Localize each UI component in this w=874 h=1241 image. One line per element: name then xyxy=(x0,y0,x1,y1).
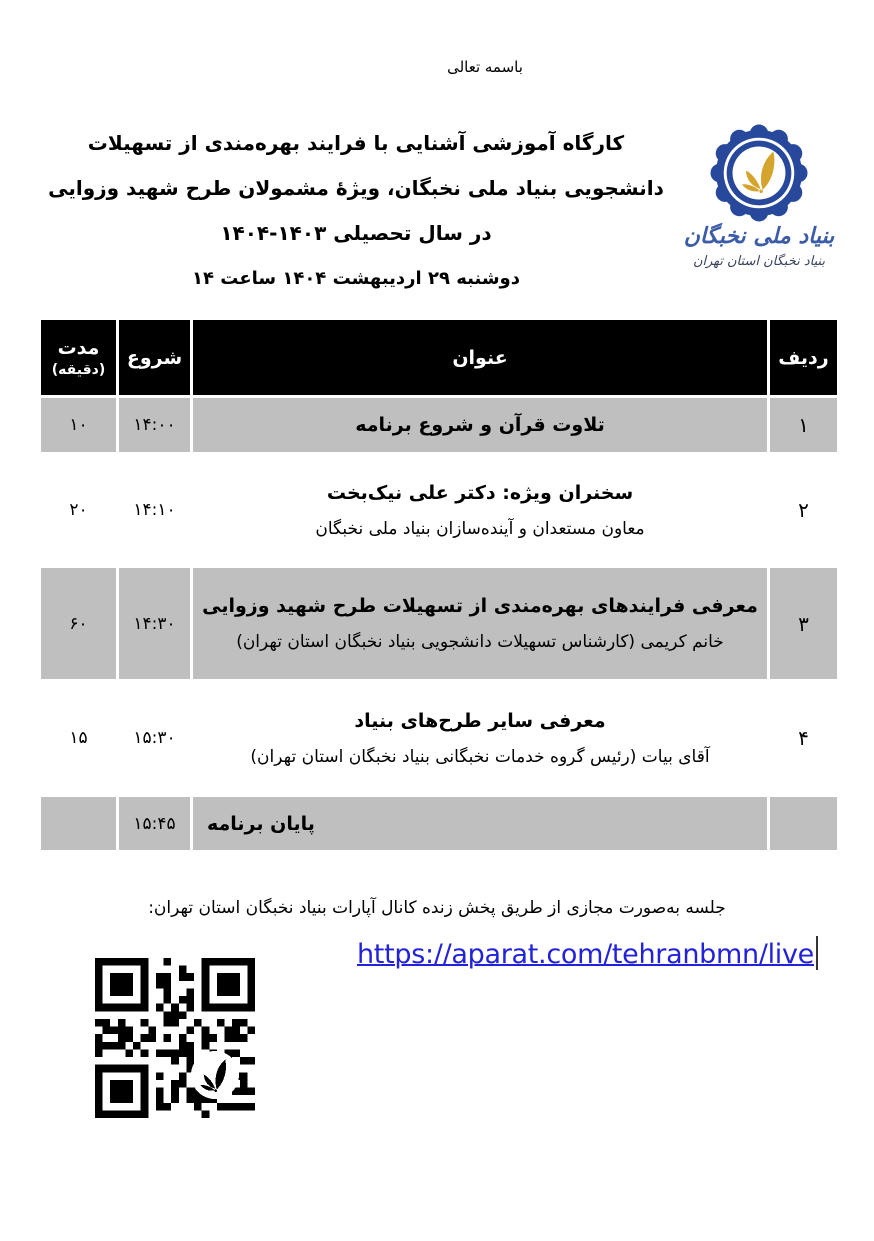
table-row-duration: ۱۵ xyxy=(41,682,116,794)
workshop-title-block xyxy=(38,121,674,302)
org-seal-icon xyxy=(710,124,808,222)
table-row-number: ۳ xyxy=(770,568,837,679)
col-header-start: شروع xyxy=(119,320,190,395)
qr-code xyxy=(95,958,255,1118)
text-cursor xyxy=(816,936,818,970)
live-link-row xyxy=(357,936,818,970)
blessing-text: باسمه تعالی xyxy=(447,58,523,76)
table-row-title: سخنران ویژه: دکتر علی نیک‌بخت معاون مستعدان و آینده‌سازان بنیاد ملی نخبگان xyxy=(193,455,767,565)
org-branch-name: بنیاد نخبگان استان تهران xyxy=(692,254,826,269)
title-line-1: کارگاه آموزشی آشنایی با فرایند بهره‌مندی از تسهیلات xyxy=(87,131,625,155)
table-row-start: ۱۴:۱۰ xyxy=(119,455,190,565)
broadcast-note: جلسه به‌صورت مجازی از طریق پخش زنده کانال آپارات بنیاد نخبگان استان تهران: xyxy=(148,898,726,918)
table-row-duration: ۱۰ xyxy=(41,398,116,452)
table-row-duration: ۶۰ xyxy=(41,568,116,679)
col-header-title: عنوان xyxy=(193,320,767,395)
table-row-title: معرفی فرایندهای بهره‌مندی از تسهیلات طرح شهید وزوایی خانم کریمی (کارشناس تسهیلات دانشجویی بنیاد نخبگان استان تهران) xyxy=(193,568,767,679)
table-footer-empty-cell xyxy=(770,797,837,850)
org-name-calligraphy: بنیاد ملی نخبگان xyxy=(683,223,835,249)
live-stream-link[interactable]: https://aparat.com/tehranbmn/live xyxy=(357,939,814,970)
table-row-title: معرفی سایر طرح‌های بنیاد آقای بیات (رئیس گروه خدمات نخبگانی بنیاد نخبگان استان تهران) xyxy=(193,682,767,794)
table-row-number: ۱ xyxy=(770,398,837,452)
table-row-duration: ۲۰ xyxy=(41,455,116,565)
title-line-3: در سال تحصیلی ۱۴۰۳-۱۴۰۴ xyxy=(220,221,492,245)
table-row-number: ۲ xyxy=(770,455,837,565)
table-row-start: ۱۵:۳۰ xyxy=(119,682,190,794)
title-line-2: دانشجویی بنیاد ملی نخبگان، ویژۀ مشمولان طرح شهید وزوایی xyxy=(48,176,664,200)
table-row-number: ۴ xyxy=(770,682,837,794)
table-footer-title: پایان برنامه xyxy=(193,797,767,850)
table-row-title: تلاوت قرآن و شروع برنامه xyxy=(193,398,767,452)
col-header-duration: مدت (دقیقه) xyxy=(41,320,116,395)
col-header-row-number: ردیف xyxy=(770,320,837,395)
table-row-start: ۱۴:۰۰ xyxy=(119,398,190,452)
org-logo xyxy=(652,124,866,269)
table-footer-start: ۱۵:۴۵ xyxy=(119,797,190,850)
table-footer-empty-cell xyxy=(41,797,116,850)
table-row-start: ۱۴:۳۰ xyxy=(119,568,190,679)
agenda-table xyxy=(41,320,837,850)
session-datetime: دوشنبه ۲۹ اردیبهشت ۱۴۰۴ ساعت ۱۴ xyxy=(192,268,520,289)
